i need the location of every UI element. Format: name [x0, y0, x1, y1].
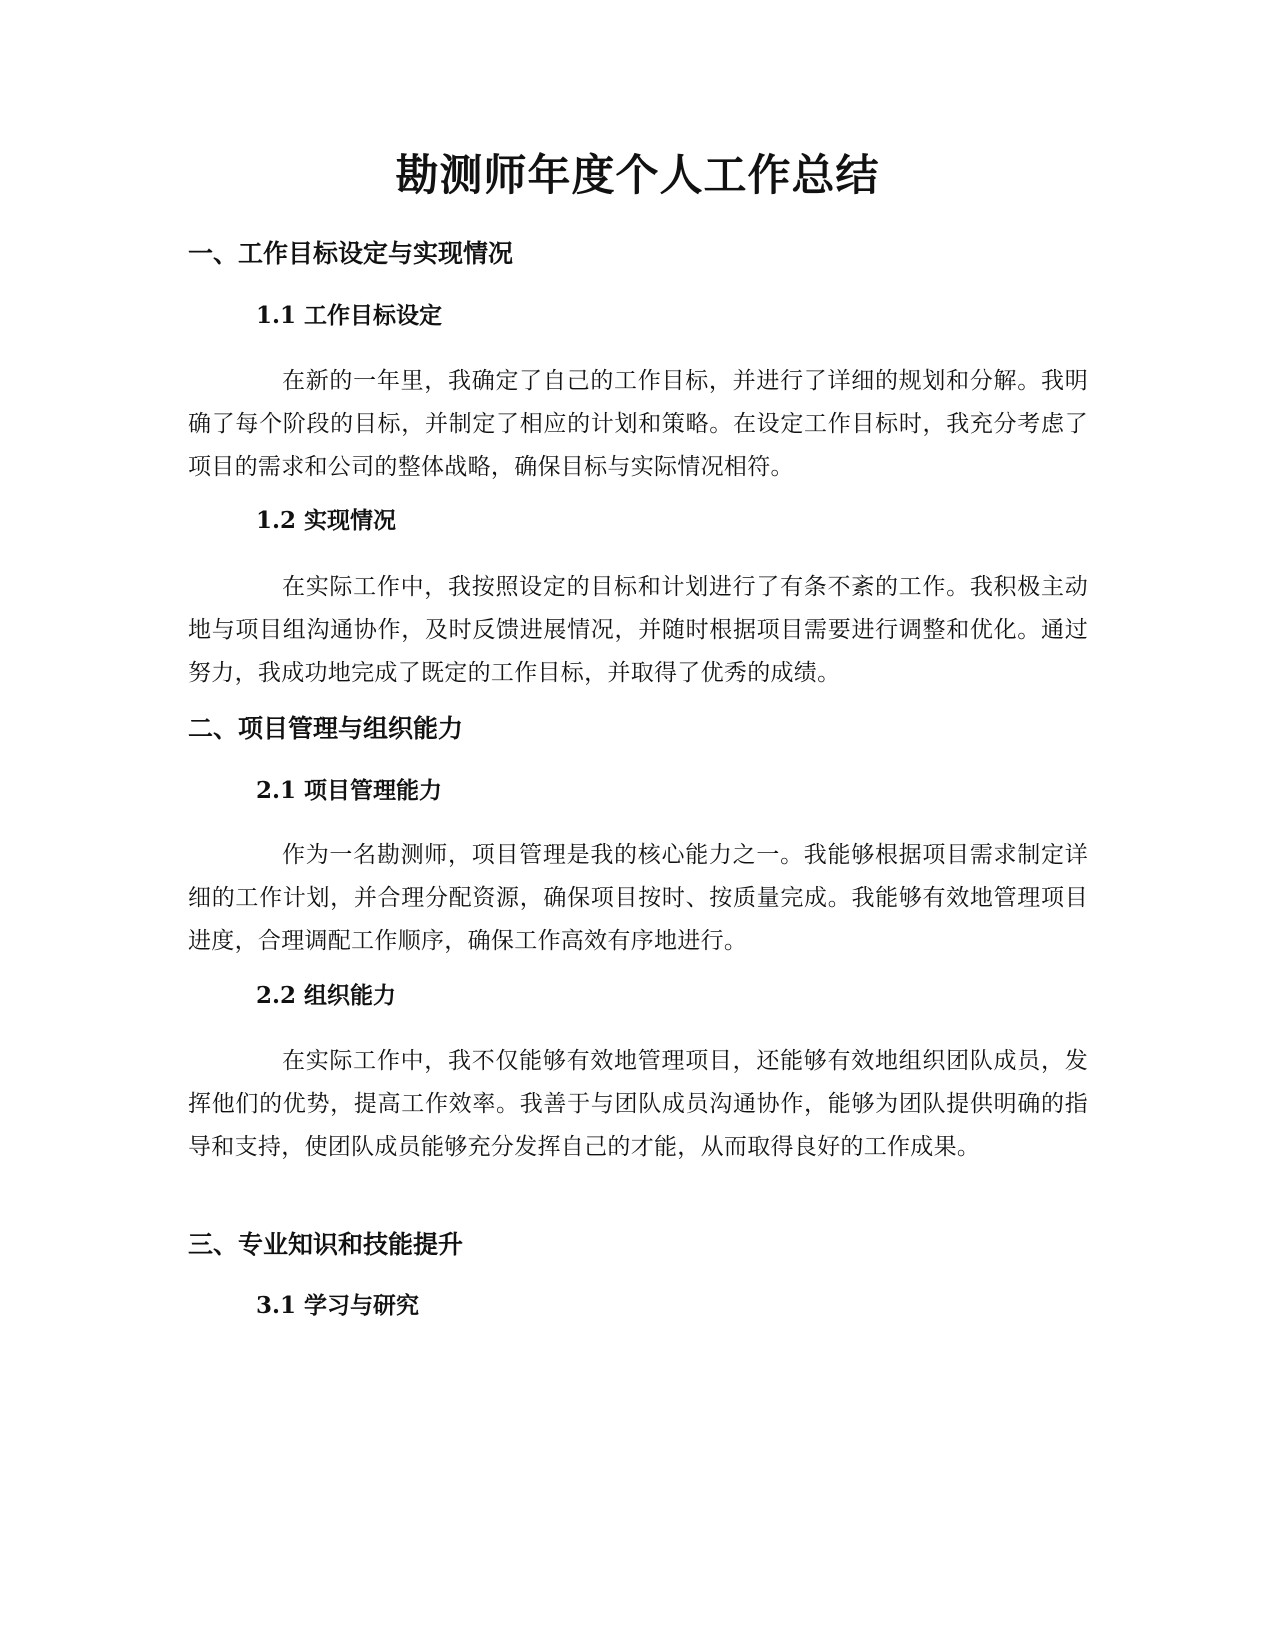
subsection-heading-2-1: 2.1 项目管理能力 [256, 777, 443, 804]
subsection-heading-3-1: 3.1 学习与研究 [256, 1292, 420, 1319]
paragraph-1-2: 在实际工作中，我按照设定的目标和计划进行了有条不紊的工作。我积极主动地与项目组沟通协作，及时反馈进展情况，并随时根据项目需要进行调整和优化。通过努力，我成功地完成了既定的工作目标，并取得了优秀的成绩。 [188, 574, 1088, 686]
paragraph-1-1: 在新的一年里，我确定了自己的工作目标，并进行了详细的规划和分解。我明确了每个阶段的目标，并制定了相应的计划和策略。在设定工作目标时，我充分考虑了项目的需求和公司的整体战略，确保目标与实际情况相符。 [188, 368, 1088, 480]
document-title: 勘测师年度个人工作总结 [395, 151, 880, 201]
paragraph-2-1: 作为一名勘测师，项目管理是我的核心能力之一。我能够根据项目需求制定详细的工作计划，并合理分配资源，确保项目按时、按质量完成。我能够有效地管理项目进度，合理调配工作顺序，确保工作高效有序地进行。 [188, 842, 1088, 954]
paragraph-2-2: 在实际工作中，我不仅能够有效地管理项目，还能够有效地组织团队成员，发挥他们的优势，提高工作效率。我善于与团队成员沟通协作，能够为团队提供明确的指导和支持，使团队成员能够充分发挥自己的才能，从而取得良好的工作成果。 [188, 1048, 1088, 1160]
section-heading-1: 一、工作目标设定与实现情况 [188, 239, 514, 268]
subsection-heading-2-2: 2.2 组织能力 [256, 982, 397, 1009]
section-heading-3: 三、专业知识和技能提升 [188, 1230, 464, 1259]
subsection-heading-1-2: 1.2 实现情况 [256, 507, 397, 534]
section-heading-2: 二、项目管理与组织能力 [188, 714, 464, 743]
subsection-heading-1-1: 1.1 工作目标设定 [256, 302, 443, 329]
